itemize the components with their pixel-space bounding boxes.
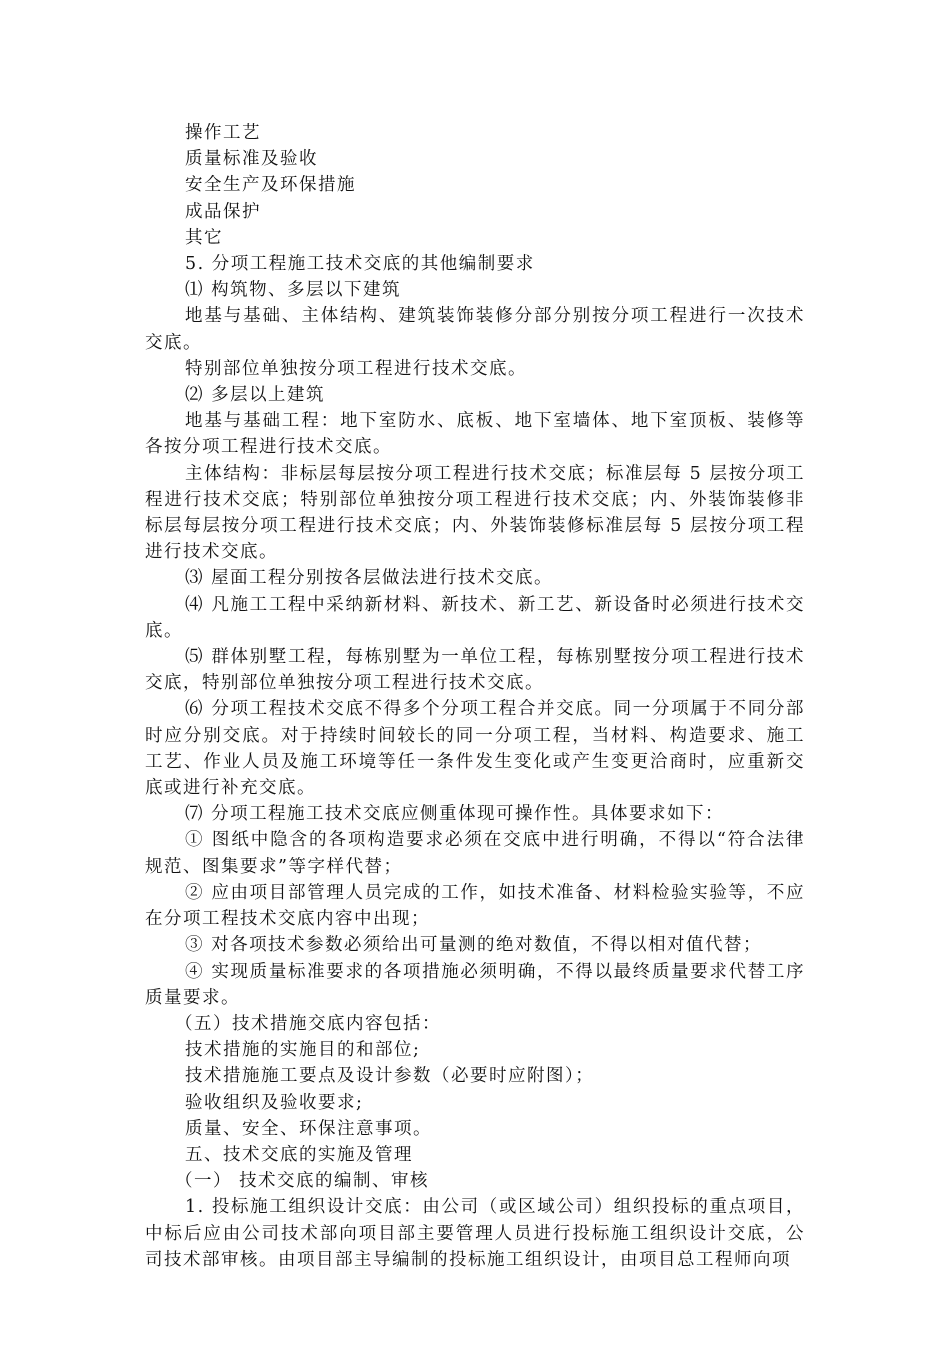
list-item-quality-standard: 质量标准及验收 bbox=[185, 149, 318, 170]
paragraph: ③ 对各项技术参数必须给出可量测的绝对数值，不得以相对值代替； bbox=[185, 935, 763, 956]
paragraph: ② 应由项目部管理人员完成的工作，如技术准备、材料检验实验等，不应在分项工程技术交底内容中出现； bbox=[145, 882, 805, 930]
list-item-operation-process: 操作工艺 bbox=[185, 123, 261, 143]
paragraph: ⑹ 分项工程技术交底不得多个分项工程合并交底。同一分项属于不同分部时应分别交底。对于持续时间较长的同一分项工程，当材料、构造要求、施工工艺、作业人员及施工环境等任一条件发生变化或产生变更洽商时，应重新交底或进行补充交底。 bbox=[145, 699, 805, 799]
paragraph: ⑷ 凡施工工程中采纳新材料、新技术、新工艺、新设备时必须进行技术交底。 bbox=[145, 594, 805, 641]
list-item: 质量、安全、环保注意事项。 bbox=[185, 1118, 432, 1139]
paragraph: 地基与基础工程：地下室防水、底板、地下室墙体、地下室顶板、装修等各按分项工程进行技术交底。 bbox=[145, 411, 805, 458]
paragraph: 主体结构：非标层每层按分项工程进行技术交底；标准层每 5 层按分项工程进行技术交底；特别部位单独按分项工程进行技术交底；内、外装饰装修非标层每层按分项工程进行技术交底；内、外装饰装修标准层每 5 层按分项工程进行技术交底。 bbox=[145, 463, 805, 563]
subheading-1: ⑴ 构筑物、多层以下建筑 bbox=[185, 280, 402, 301]
document-body bbox=[145, 120, 805, 1273]
paragraph: 1. 投标施工组织设计交底：由公司（或区域公司）组织投标的重点项目，中标后应由公司技术部向项目部主要管理人员进行投标施工组织设计交底，公司技术部审核。由项目部主导编制的投标施工组织设计，由项目总工程师向项 bbox=[145, 1197, 805, 1270]
paragraph: 特别部位单独按分项工程进行技术交底。 bbox=[185, 358, 527, 379]
paragraph: ④ 实现质量标准要求的各项措施必须明确，不得以最终质量要求代替工序质量要求。 bbox=[145, 961, 805, 1008]
paragraph: ⑸ 群体别墅工程，每栋别墅为一单位工程，每栋别墅按分项工程进行技术交底，特别部位单独按分项工程进行技术交底。 bbox=[145, 647, 805, 694]
section-heading-five: 五、技术交底的实施及管理 bbox=[185, 1144, 413, 1165]
paragraph: 地基与基础、主体结构、建筑装饰装修分部分别按分项工程进行一次技术交底。 bbox=[145, 306, 805, 353]
list-item-other: 其它 bbox=[185, 227, 223, 248]
list-item-product-protection: 成品保护 bbox=[185, 201, 261, 222]
list-item: 技术措施的实施目的和部位; bbox=[185, 1040, 421, 1061]
paragraph: ⑺ 分项工程施工技术交底应侧重体现可操作性。具体要求如下： bbox=[185, 804, 725, 825]
subheading-five: （五）技术措施交底内容包括： bbox=[175, 1013, 441, 1034]
list-item-safety-environment: 安全生产及环保措施 bbox=[185, 175, 356, 196]
paragraph: ① 图纸中隐含的各项构造要求必须在交底中进行明确，不得以“符合法律规范、图集要求”等字样代替； bbox=[145, 830, 805, 877]
section-heading-5: 5. 分项工程施工技术交底的其他编制要求 bbox=[185, 254, 535, 275]
list-item: 技术措施施工要点及设计参数（必要时应附图）； bbox=[185, 1066, 595, 1087]
list-item: 验收组织及验收要求; bbox=[185, 1092, 364, 1113]
paragraph: ⑶ 屋面工程分别按各层做法进行技术交底。 bbox=[185, 568, 554, 589]
subheading-2: ⑵ 多层以上建筑 bbox=[185, 385, 326, 406]
subheading-one: （一） 技术交底的编制、审核 bbox=[175, 1171, 430, 1192]
